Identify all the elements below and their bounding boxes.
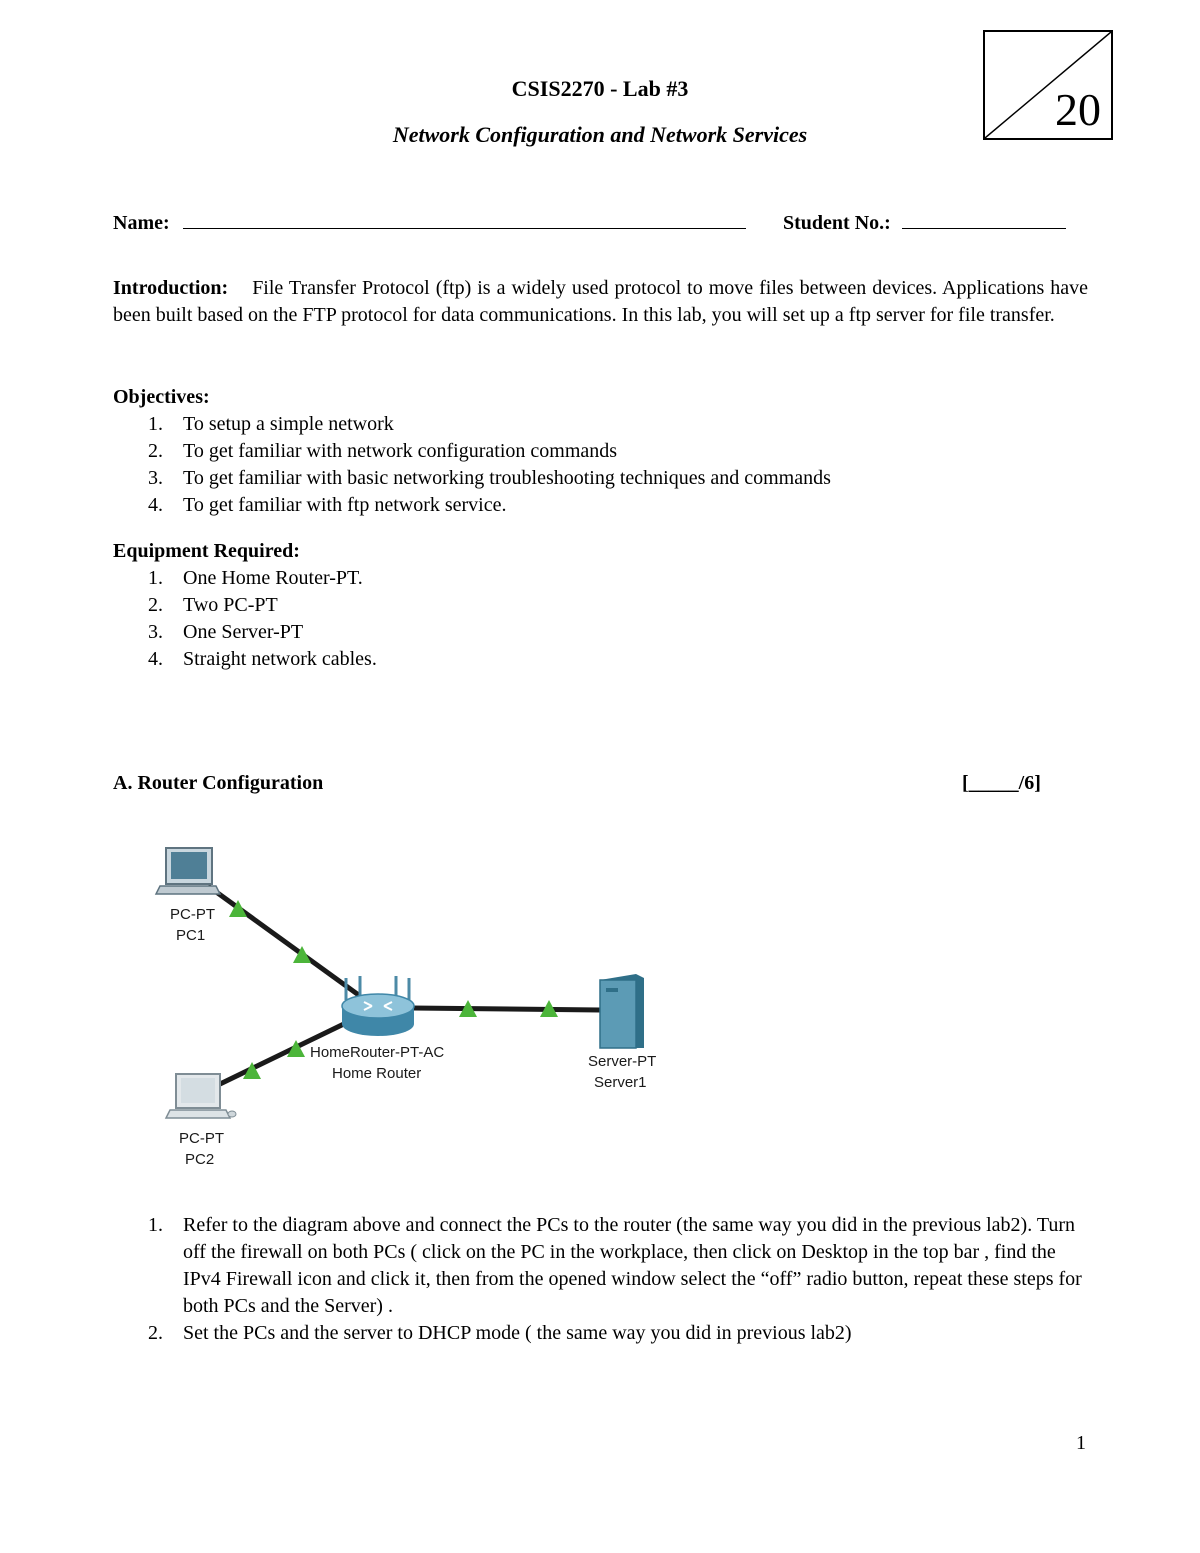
router-name-label: Home Router	[332, 1065, 422, 1082]
section-a-score: [_____/6]	[962, 772, 1041, 794]
page-number: 1	[1076, 1432, 1086, 1454]
link-pc1-router	[208, 886, 360, 996]
steps-list	[113, 1212, 1088, 1347]
server-type-label: Server-PT	[588, 1053, 657, 1070]
list-item: 3. One Server-PT	[148, 621, 304, 643]
list-item: 4. Straight network cables.	[148, 648, 377, 670]
server-device-icon[interactable]	[600, 974, 644, 1048]
objectives-heading: Objectives:	[113, 386, 210, 408]
list-item: 2. To get familiar with network configuration commands	[148, 440, 618, 462]
equipment-section	[113, 538, 1088, 673]
name-row	[113, 208, 746, 235]
student-no-row	[783, 208, 1066, 235]
section-a-heading: A. Router Configuration	[113, 772, 324, 794]
pc2-type-label: PC-PT	[179, 1130, 224, 1147]
list-item: 1. Refer to the diagram above and connect the PCs to the router (the same way you did in the previous lab2). Turn off the firewall on both PCs ( click on the PC in the workplace, then click on Desktop in the top bar , find the IPv4 Firewall icon and click it, then from the opened window select the “off” radio button, repeat these steps for both PCs and the Server) .	[148, 1214, 1082, 1317]
equipment-heading: Equipment Required:	[113, 540, 300, 562]
list-item: 1. One Home Router-PT.	[148, 567, 363, 589]
list-item: 4. To get familiar with ftp network service.	[148, 494, 507, 516]
list-item: 1. To setup a simple network	[148, 413, 394, 435]
pc1-device-icon[interactable]	[156, 848, 220, 894]
introduction-text: File Transfer Protocol (ftp) is a widely used protocol to move files between devices. Applications have been built based on the FTP protocol for data communications. In this lab, you will set up a ftp server for file transfer.	[113, 277, 1089, 326]
objectives-list	[113, 411, 1088, 519]
pc1-name-label: PC1	[176, 927, 206, 944]
network-diagram	[150, 838, 690, 1183]
list-item: 2. Two PC-PT	[148, 594, 278, 616]
list-item: 2. Set the PCs and the server to DHCP mode ( the same way you did in previous lab2)	[148, 1322, 852, 1344]
introduction-paragraph	[113, 275, 1088, 329]
student-no-label: Student No.:	[783, 212, 891, 234]
home-router-device-icon[interactable]	[342, 976, 414, 1036]
list-item: 3. To get familiar with basic networking troubleshooting techniques and commands	[148, 467, 831, 489]
pc1-type-label: PC-PT	[170, 906, 215, 923]
objectives-section	[113, 384, 1088, 519]
equipment-list	[113, 565, 1088, 673]
lab-title: CSIS2270 - Lab #3	[511, 76, 689, 101]
lab-subtitle: Network Configuration and Network Services	[392, 122, 808, 147]
network-diagram-svg	[150, 838, 690, 1178]
introduction-label: Introduction:	[113, 277, 229, 299]
name-blank[interactable]	[183, 208, 746, 229]
server-name-label: Server1	[594, 1074, 647, 1091]
link-router-server	[412, 1008, 600, 1010]
name-label: Name:	[113, 212, 170, 234]
student-no-blank[interactable]	[902, 208, 1066, 229]
score-box	[983, 30, 1113, 140]
router-type-label: HomeRouter-PT-AC	[310, 1044, 445, 1061]
score-total: 20	[1055, 84, 1101, 135]
pc2-name-label: PC2	[185, 1151, 215, 1168]
